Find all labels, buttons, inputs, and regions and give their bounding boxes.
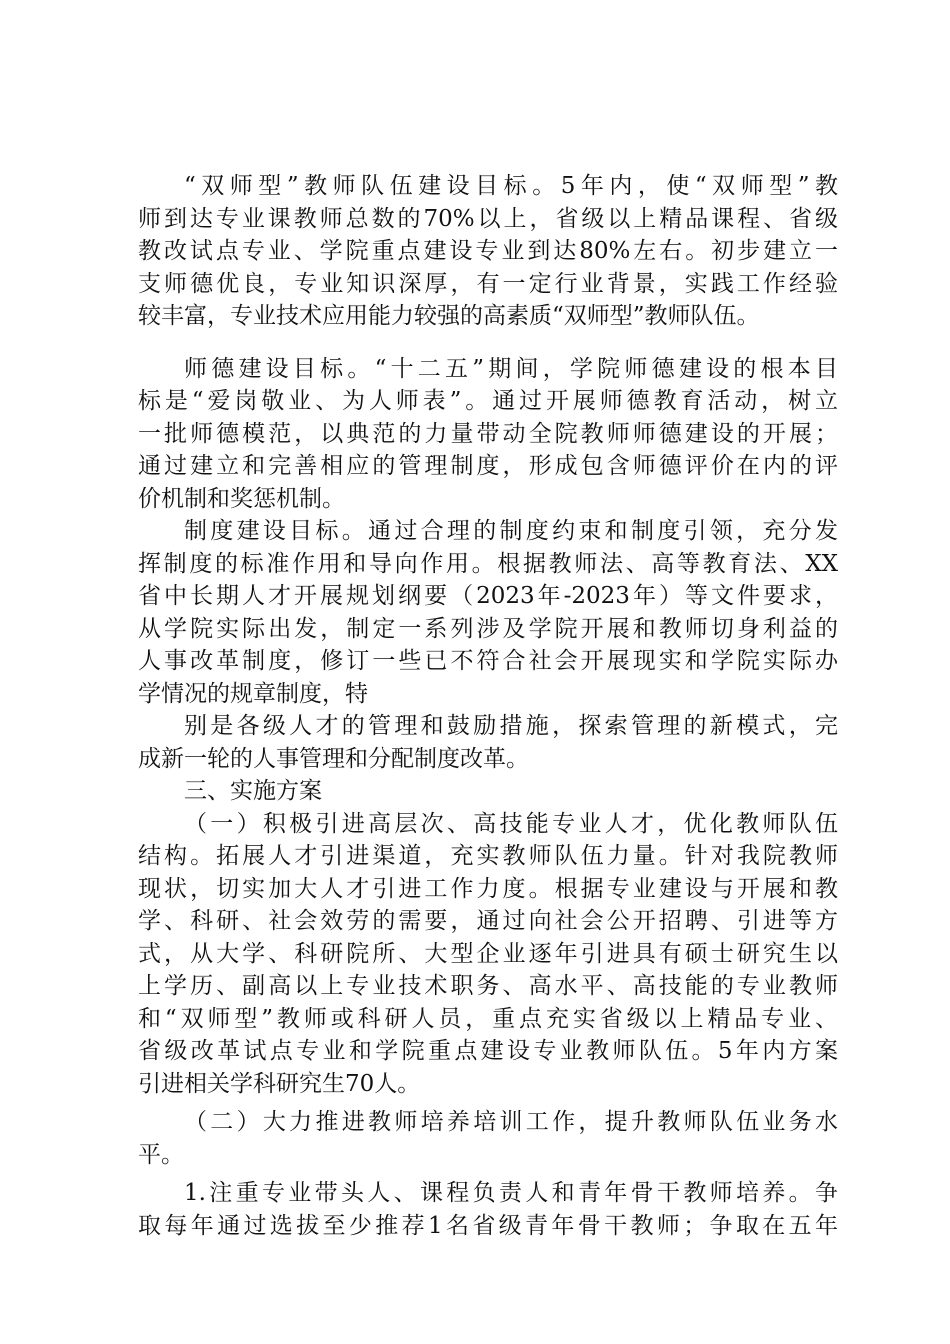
text-line: 上学历、副高以上专业技术职务、高水平、高技能的专业教师 (138, 973, 838, 999)
text-line: 省级改革试点专业和学院重点建设专业教师队伍。5年内方案 (138, 1038, 838, 1064)
text-line: 通过建立和完善相应的管理制度，形成包含师德评价在内的评 (138, 453, 838, 479)
text-line: “双师型”教师队伍建设目标。5年内，使“双师型”教 (184, 173, 838, 199)
paragraph-leader-training (138, 1177, 838, 1242)
text-line: 从学院实际出发，制定一系列涉及学院开展和教师切身利益的 (138, 615, 838, 642)
paragraph-system-goal-cont (138, 710, 838, 775)
paragraph-gap (138, 333, 838, 353)
text-line: 1.注重专业带头人、课程负责人和青年骨干教师培养。争 (184, 1180, 838, 1206)
text-line: 师到达专业课教师总数的70%以上，省级以上精品课程、省级 (138, 205, 838, 232)
text-line: 结构。拓展人才引进渠道，充实教师队伍力量。针对我院教师 (138, 843, 838, 869)
text-line: 支师德优良，专业知识深厚，有一定行业背景，实践工作经验 (138, 270, 838, 297)
document-page (138, 170, 838, 1242)
text-line: 较丰富，专业技术应用能力较强的高素质“双师型”教师队伍。 (138, 303, 760, 329)
text-line: 学情况的规章制度，特 (138, 680, 368, 707)
text-line: 教改试点专业、学院重点建设专业到达80%左右。初步建立一 (138, 238, 838, 264)
paragraph-talent-recruitment (138, 808, 838, 1101)
text-line: 人事改革制度，修订一些已不符合社会开展现实和学院实际办 (138, 648, 838, 674)
text-line: 和“双师型”教师或科研人员，重点充实省级以上精品专业、 (138, 1005, 838, 1032)
text-line: 制度建设目标。通过合理的制度约束和制度引领，充分发 (184, 518, 838, 544)
text-line: 挥制度的标准作用和导向作用。根据教师法、高等教育法、XX (138, 550, 838, 577)
text-line: 平。 (138, 1141, 184, 1168)
paragraph-ethics-goal (138, 353, 838, 516)
text-line: （二）大力推进教师培养培训工作，提升教师队伍业务水 (184, 1109, 838, 1135)
text-line: 别是各级人才的管理和鼓励措施，探索管理的新模式，完 (184, 713, 838, 739)
text-line: 现状，切实加大人才引进工作力度。根据专业建设与开展和教 (138, 875, 838, 902)
text-line: 价机制和奖惩机制。 (138, 485, 345, 512)
text-line: 引进相关学科研究生70人。 (138, 1070, 421, 1097)
text-line: （一）积极引进高层次、高技能专业人才，优化教师队伍 (184, 810, 838, 837)
paragraph-double-teacher-goal (138, 170, 838, 333)
text-line: 省中长期人才开展规划纲要（2023年-2023年）等文件要求， (138, 583, 838, 609)
text-line: 式，从大学、科研院所、大型企业逐年引进具有硕士研究生以 (138, 940, 838, 967)
text-line: 成新一轮的人事管理和分配制度改革。 (138, 745, 529, 772)
text-line: 取每年通过选拔至少推荐1名省级青年骨干教师；争取在五年 (138, 1212, 838, 1239)
text-line: 学、科研、社会效劳的需要，通过向社会公开招聘、引进等方 (138, 908, 838, 934)
paragraph-teacher-training (138, 1106, 838, 1171)
section-heading-implementation (138, 775, 838, 808)
text-line: 师德建设目标。“十二五”期间，学院师德建设的根本目 (184, 355, 838, 382)
paragraph-system-goal (138, 515, 838, 710)
text-line: 标是“爱岗敬业、为人师表”。通过开展师德教育活动，树立 (138, 388, 838, 414)
text-line: 一批师德模范，以典范的力量带动全院教师师德建设的开展； (138, 420, 838, 447)
section-title: 三、实施方案 (184, 778, 322, 804)
